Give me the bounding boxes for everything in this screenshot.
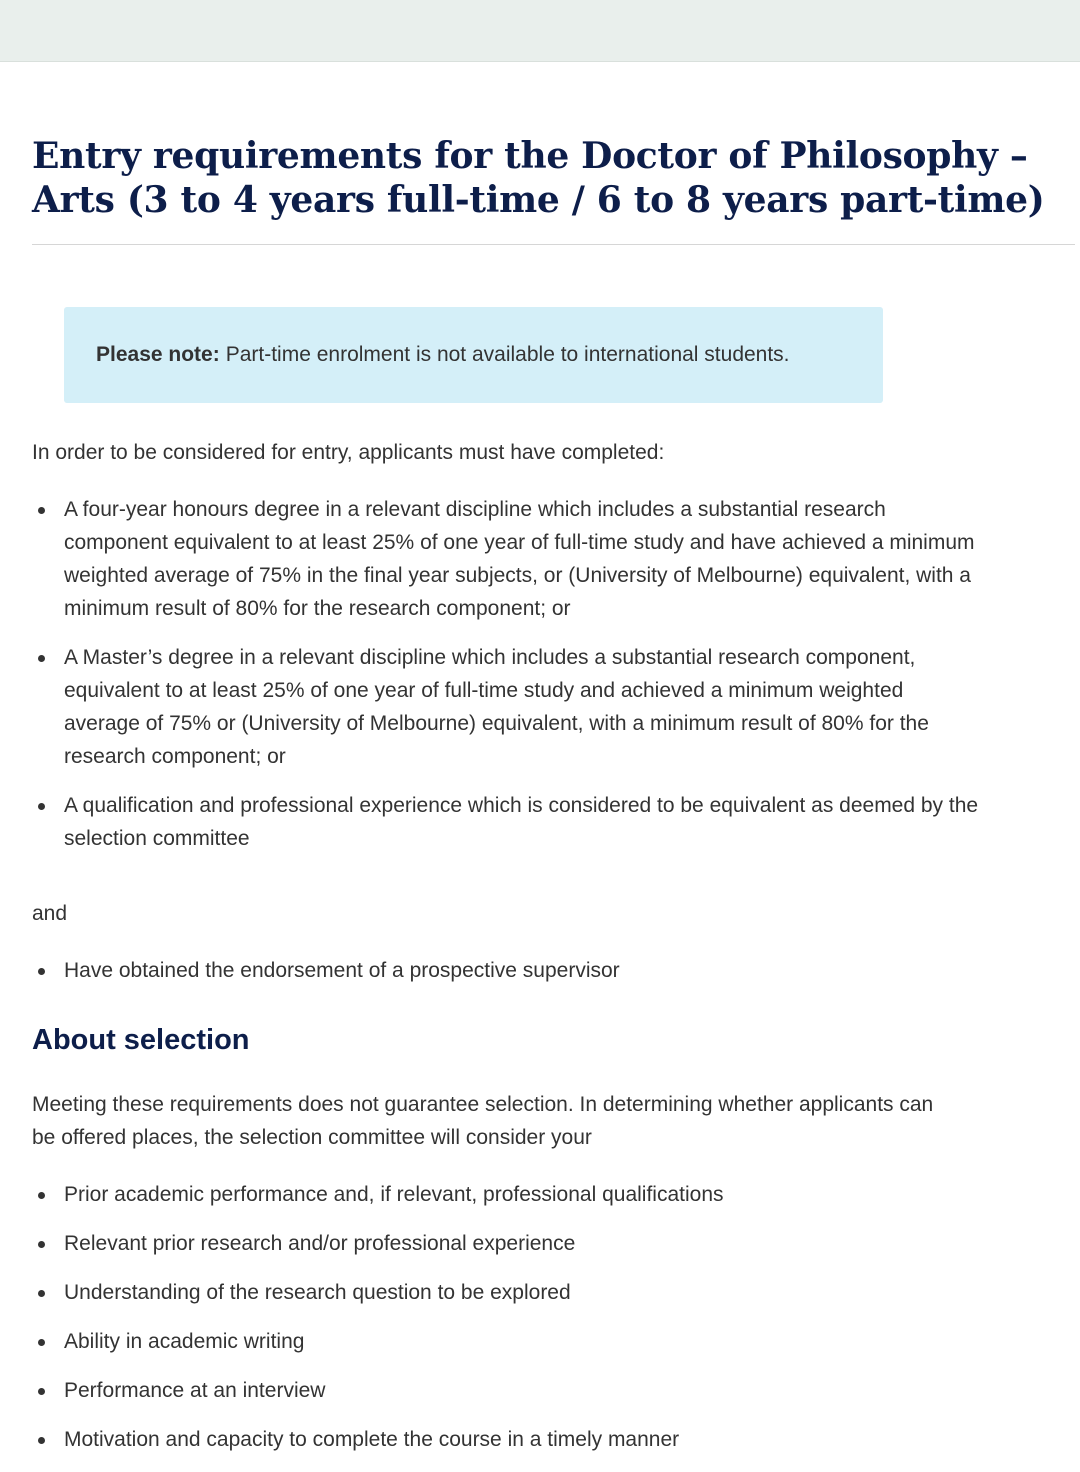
list-item: Motivation and capacity to complete the course in a timely manner xyxy=(32,1423,984,1456)
list-item: Understanding of the research question to be explored xyxy=(32,1276,984,1309)
list-item: A four-year honours degree in a relevant discipline which includes a substantial research component equivalent to at least 25% of one year of full-time study and have achieved a minimum weighted average of 75% in the final year subjects, or (University of Melbourne) equivalent, with a minimum result of 80% for the research component; or xyxy=(32,493,984,625)
note-callout xyxy=(64,307,883,403)
site-header-bar xyxy=(0,0,1080,62)
list-item: Ability in academic writing xyxy=(32,1325,984,1358)
list-item: Performance at an interview xyxy=(32,1374,984,1407)
page-title: Entry requirements for the Doctor of Philosophy – Arts (3 to 4 years full-time / 6 to 8 years part-time) xyxy=(32,135,1045,221)
list-item: Have obtained the endorsement of a prospective supervisor xyxy=(32,954,984,987)
entry-intro: In order to be considered for entry, applicants must have completed: xyxy=(32,441,665,464)
entry-requirements-list xyxy=(32,493,1075,855)
list-item: A qualification and professional experience which is considered to be equivalent as deemed by the selection committee xyxy=(32,789,984,855)
title-divider xyxy=(32,244,1075,245)
and-connector: and xyxy=(32,902,68,925)
endorsement-list xyxy=(32,954,1075,987)
note-label: Please note: xyxy=(96,343,220,366)
selection-criteria-list xyxy=(32,1178,1075,1456)
list-item: Relevant prior research and/or professional experience xyxy=(32,1227,984,1260)
main-content xyxy=(32,134,1075,1472)
list-item: Prior academic performance and, if relevant, professional qualifications xyxy=(32,1178,984,1211)
list-item: A Master’s degree in a relevant discipline which includes a substantial research component, equivalent to at least 25% of one year of full-time study and achieved a minimum weighted average of 75% or (University of Melbourne) equivalent, with a minimum result of 80% for the research component; or xyxy=(32,641,984,773)
section-heading-about-selection: About selection xyxy=(32,1024,250,1056)
selection-intro: Meeting these requirements does not guarantee selection. In determining whether applicants can be offered places, the selection committee will consider your xyxy=(32,1093,934,1149)
note-text: Part-time enrolment is not available to international students. xyxy=(225,343,790,366)
